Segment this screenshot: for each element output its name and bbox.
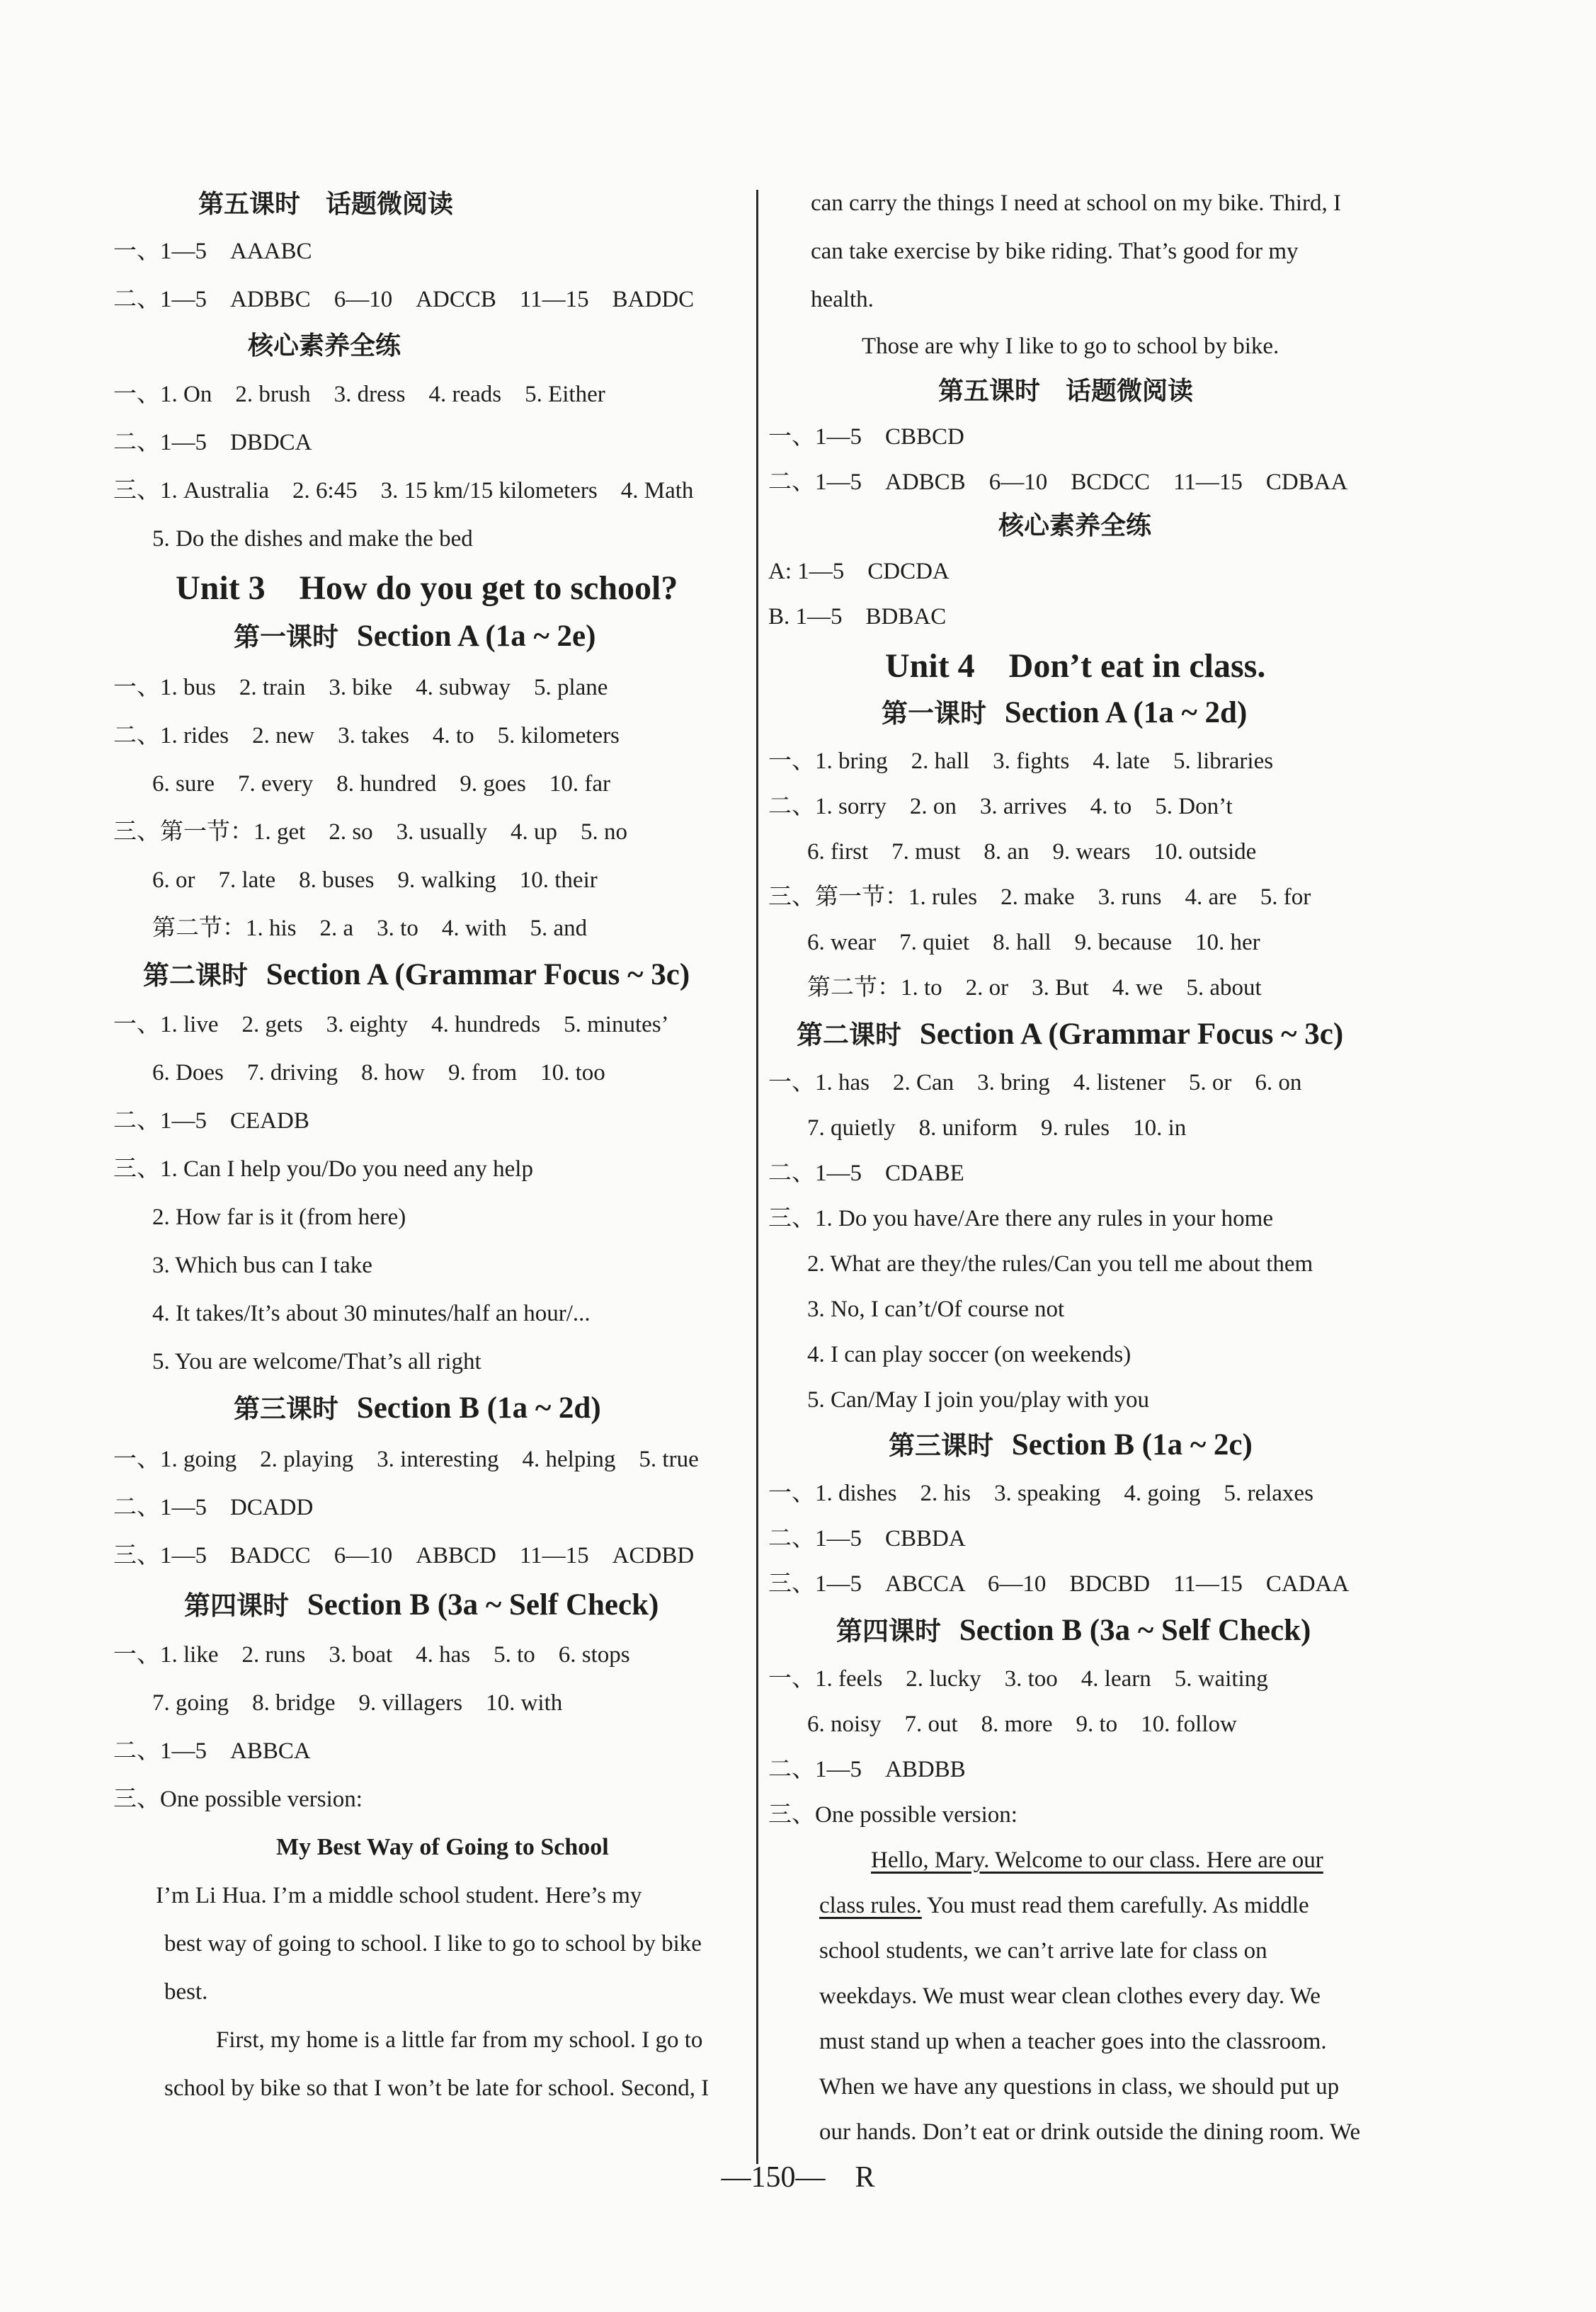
answer-line: 三、1—5 BADCC 6—10 ABBCD 11—15 ACDBD <box>113 1543 695 1568</box>
essay-line: can take exercise by bike riding. That’s good for my <box>811 239 1299 264</box>
answer-line: 一、1. feels 2. lucky 3. too 4. learn 5. waiting <box>768 1666 1268 1692</box>
page-number: —150— R <box>721 2161 875 2194</box>
answer-line: 一、1. live 2. gets 3. eighty 4. hundreds 5. minutes’ <box>113 1012 669 1037</box>
answer-line: 二、1—5 ADBCB 6—10 BCDCC 11—15 CDBAA <box>768 469 1348 495</box>
lesson-title: 第一课时 Section A (1a ~ 2d) <box>882 696 1248 729</box>
answer-line: 二、1—5 DCADD <box>113 1495 314 1520</box>
answer-line: 7. quietly 8. uniform 9. rules 10. in <box>807 1115 1187 1141</box>
essay-line: can carry the things I need at school on my bike. Third, I <box>811 190 1342 216</box>
answer-line: 6. or 7. late 8. buses 9. walking 10. their <box>152 867 598 893</box>
answer-line: 二、1—5 CEADB <box>113 1108 309 1134</box>
answer-line: 三、第一节：1. get 2. so 3. usually 4. up 5. no <box>113 819 627 845</box>
lesson-title: 第四课时 Section B (3a ~ Self Check) <box>184 1588 659 1622</box>
answer-line: 三、1. Australia 2. 6:45 3. 15 km/15 kilometers 4. Math <box>113 478 694 503</box>
lesson-title: 第二课时 Section A (Grammar Focus ~ 3c) <box>797 1018 1344 1051</box>
essay-line: our hands. Don’t eat or drink outside the dining room. We <box>819 2119 1361 2145</box>
answer-line: 第二节：1. to 2. or 3. But 4. we 5. about <box>807 975 1262 1001</box>
answer-line: 一、1—5 CBBCD <box>768 424 964 450</box>
answer-line: 二、1—5 ABDBB <box>768 1757 966 1782</box>
essay-line: school by bike so that I won’t be late for school. Second, I <box>164 2075 709 2101</box>
answer-line: 5. Can/May I join you/play with you <box>807 1387 1150 1413</box>
answer-line: 三、第一节：1. rules 2. make 3. runs 4. are 5. for <box>768 884 1311 910</box>
answer-line: 二、1—5 DBDCA <box>113 430 312 455</box>
answer-line: 3. No, I can’t/Of course not <box>807 1297 1065 1322</box>
answer-line: 三、One possible version: <box>768 1802 1018 1828</box>
column-divider <box>756 190 758 2164</box>
essay-line: class rules. You must read them carefully. As middle <box>819 1893 1309 1918</box>
section-heading: 核心素养全练 <box>998 511 1152 540</box>
answer-line: 6. sure 7. every 8. hundred 9. goes 10. far <box>152 771 611 797</box>
lesson-title: 第三课时 Section B (1a ~ 2c) <box>889 1428 1253 1462</box>
essay-line: best way of going to school. I like to go to school by bike <box>164 1931 702 1957</box>
answer-line: 一、1. like 2. runs 3. boat 4. has 5. to 6. stops <box>113 1642 630 1668</box>
essay-title: My Best Way of Going to School <box>276 1834 609 1860</box>
lesson-title: 第二课时 Section A (Grammar Focus ~ 3c) <box>143 958 690 991</box>
essay-line: Hello, Mary. Welcome to our class. Here are our <box>871 1847 1323 1873</box>
answer-line: 一、1. dishes 2. his 3. speaking 4. going 5. relaxes <box>768 1481 1313 1506</box>
answer-line: 三、1. Can I help you/Do you need any help <box>113 1156 533 1182</box>
lesson-title: 第五课时 话题微阅读 <box>198 190 454 219</box>
answer-line: 一、1. bring 2. hall 3. fights 4. late 5. libraries <box>768 748 1274 774</box>
answer-line: 6. Does 7. driving 8. how 9. from 10. too <box>152 1060 605 1086</box>
answer-line: 第二节：1. his 2. a 3. to 4. with 5. and <box>152 916 588 941</box>
answer-line: 二、1—5 ABBCA <box>113 1738 311 1764</box>
answer-line: 一、1—5 AAABC <box>113 239 312 264</box>
answer-line: 2. How far is it (from here) <box>152 1205 406 1230</box>
answer-line: 6. noisy 7. out 8. more 9. to 10. follow <box>807 1712 1237 1737</box>
answer-line: A: 1—5 CDCDA <box>768 559 950 584</box>
answer-line: 7. going 8. bridge 9. villagers 10. with <box>152 1690 563 1716</box>
answer-line: 5. Do the dishes and make the bed <box>152 526 473 552</box>
lesson-title: 第五课时 话题微阅读 <box>938 377 1194 406</box>
essay-line: school students, we can’t arrive late for class on <box>819 1938 1267 1964</box>
essay-line: Those are why I like to go to school by bike. <box>862 334 1279 359</box>
answer-line: 6. first 7. must 8. an 9. wears 10. outside <box>807 839 1257 865</box>
answer-line: 3. Which bus can I take <box>152 1253 372 1278</box>
answer-line: 二、1—5 ADBBC 6—10 ADCCB 11—15 BADDC <box>113 287 695 312</box>
answer-line: 三、One possible version: <box>113 1787 363 1812</box>
essay-line: First, my home is a little far from my school. I go to <box>216 2027 703 2053</box>
answer-line: B. 1—5 BDBAC <box>768 604 947 630</box>
unit-title: Unit 3 How do you get to school? <box>176 569 678 607</box>
answer-line: 三、1. Do you have/Are there any rules in your home <box>768 1206 1273 1231</box>
essay-line: best. <box>164 1979 208 2005</box>
lesson-title: 第三课时 Section B (1a ~ 2d) <box>234 1391 601 1425</box>
answer-line: 6. wear 7. quiet 8. hall 9. because 10. her <box>807 930 1260 955</box>
answer-line: 二、1—5 CDABE <box>768 1161 964 1186</box>
answer-line: 一、1. going 2. playing 3. interesting 4. helping 5. true <box>113 1447 699 1472</box>
answer-line: 二、1. rides 2. new 3. takes 4. to 5. kilometers <box>113 723 620 748</box>
section-heading: 核心素养全练 <box>248 331 401 360</box>
answer-line: 2. What are they/the rules/Can you tell me about them <box>807 1251 1313 1277</box>
answer-line: 4. I can play soccer (on weekends) <box>807 1342 1132 1367</box>
answer-line: 三、1—5 ABCCA 6—10 BDCBD 11—15 CADAA <box>768 1571 1350 1597</box>
lesson-title: 第一课时 Section A (1a ~ 2e) <box>234 620 596 653</box>
unit-title: Unit 4 Don’t eat in class. <box>885 647 1266 685</box>
essay-line: I’m Li Hua. I’m a middle school student. Here’s my <box>156 1883 642 1908</box>
essay-line: must stand up when a teacher goes into the classroom. <box>819 2029 1327 2054</box>
answer-line: 4. It takes/It’s about 30 minutes/half an hour/... <box>152 1301 591 1326</box>
answer-line: 二、1—5 CBBDA <box>768 1526 966 1551</box>
answer-line: 一、1. has 2. Can 3. bring 4. listener 5. or 6. on <box>768 1070 1302 1095</box>
answer-line: 一、1. bus 2. train 3. bike 4. subway 5. plane <box>113 675 608 700</box>
answer-line: 5. You are welcome/That’s all right <box>152 1349 481 1374</box>
answer-line: 二、1. sorry 2. on 3. arrives 4. to 5. Don’t <box>768 794 1233 819</box>
lesson-title: 第四课时 Section B (3a ~ Self Check) <box>836 1614 1311 1647</box>
essay-line: weekdays. We must wear clean clothes every day. We <box>819 1983 1321 2009</box>
essay-line: health. <box>811 287 874 312</box>
essay-line: When we have any questions in class, we should put up <box>819 2074 1340 2100</box>
answer-line: 一、1. On 2. brush 3. dress 4. reads 5. Either <box>113 382 605 407</box>
